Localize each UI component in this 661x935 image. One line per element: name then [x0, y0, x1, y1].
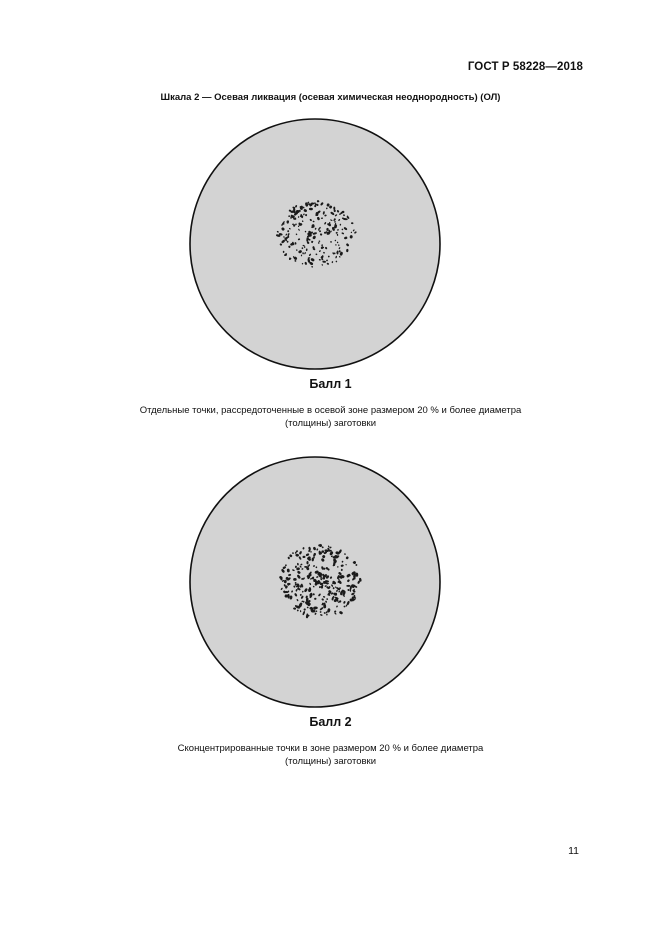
- scale-title: Шкала 2 — Осевая ликвация (осевая химическая неоднородность) (ОЛ): [160, 92, 501, 103]
- segregation-dot: [319, 241, 321, 242]
- caption-1-line-2: (толщины) заготовки: [284, 417, 377, 429]
- macrostructure-disc-grade-2: [188, 455, 442, 709]
- segregation-dot: [283, 251, 285, 253]
- macrostructure-disc-grade-1: [188, 117, 442, 371]
- page-number: 11: [568, 845, 579, 857]
- billet-cross-section: [190, 457, 440, 707]
- caption-2-line-1: Сконцентрированные точки в зоне размером 20 % и более диаметра: [177, 743, 484, 754]
- billet-cross-section: [190, 119, 440, 369]
- caption-1-line-1: Отдельные точки, рассредоточенные в осевой зоне размером 20 % и более диаметра: [139, 405, 522, 416]
- caption-1: [90, 405, 571, 430]
- segregation-dot: [333, 556, 338, 559]
- grade-label-1: Балл 1: [309, 377, 352, 391]
- document-code: ГОСТ Р 58228—2018: [467, 61, 583, 73]
- segregation-dot: [288, 215, 291, 217]
- caption-2-line-2: (толщины) заготовки: [284, 755, 377, 767]
- caption-2: [90, 743, 571, 768]
- grade-label-2: Балл 2: [309, 715, 352, 729]
